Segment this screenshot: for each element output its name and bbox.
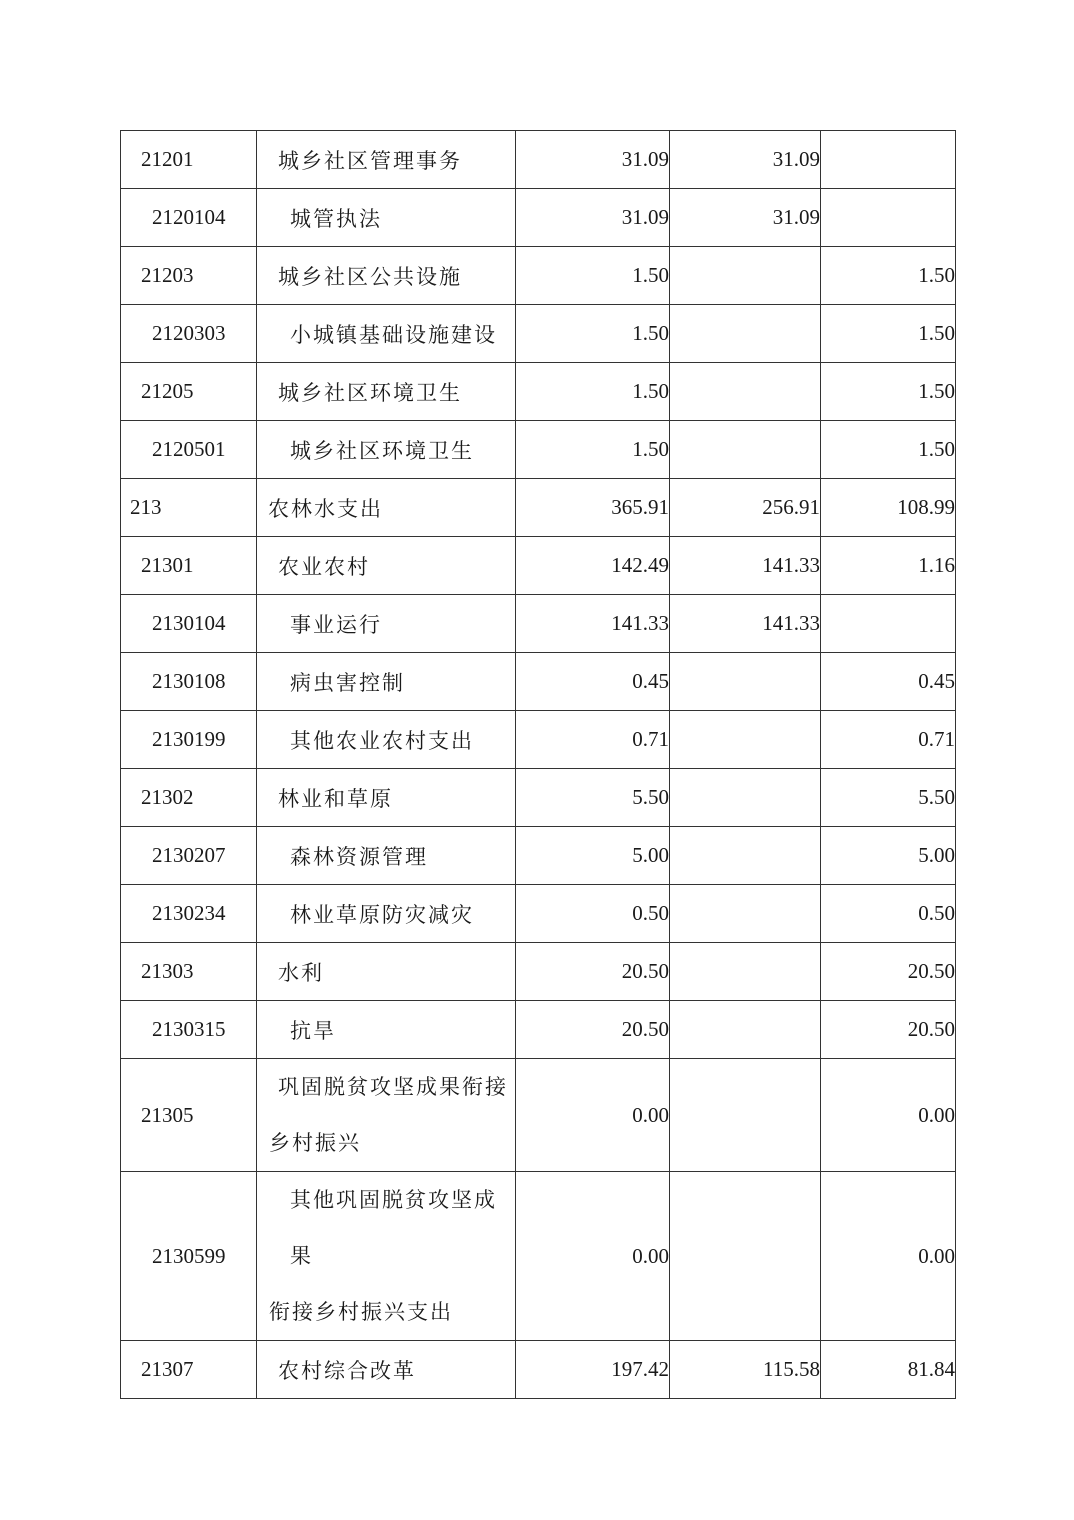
subject-name: 城乡社区环境卫生 — [257, 421, 516, 479]
budget-table — [120, 130, 956, 1399]
subject-name: 林业和草原 — [257, 769, 516, 827]
basic-amount — [670, 421, 821, 479]
subject-name: 水利 — [257, 943, 516, 1001]
project-amount: 108.99 — [821, 479, 956, 537]
subject-code: 2120501 — [121, 421, 257, 479]
total-amount: 31.09 — [516, 189, 670, 247]
subject-code: 21203 — [121, 247, 257, 305]
subject-name-line1: 其他巩固脱贫攻坚成果 — [290, 1188, 497, 1268]
basic-amount: 256.91 — [670, 479, 821, 537]
table-row — [121, 711, 956, 769]
total-amount: 0.71 — [516, 711, 670, 769]
table-row — [121, 769, 956, 827]
total-amount: 1.50 — [516, 421, 670, 479]
subject-name: 农林水支出 — [257, 479, 516, 537]
subject-name: 森林资源管理 — [257, 827, 516, 885]
table-row — [121, 363, 956, 421]
total-amount: 1.50 — [516, 363, 670, 421]
total-amount: 20.50 — [516, 1001, 670, 1059]
total-amount: 31.09 — [516, 131, 670, 189]
subject-code: 21201 — [121, 131, 257, 189]
subject-name: 林业草原防灾减灾 — [257, 885, 516, 943]
table-row — [121, 1001, 956, 1059]
table-row — [121, 305, 956, 363]
basic-amount — [670, 827, 821, 885]
subject-name: 农村综合改革 — [257, 1341, 516, 1399]
subject-name: 其他农业农村支出 — [257, 711, 516, 769]
total-amount: 0.00 — [516, 1172, 670, 1341]
total-amount: 5.00 — [516, 827, 670, 885]
project-amount: 1.50 — [821, 421, 956, 479]
project-amount: 1.16 — [821, 537, 956, 595]
subject-name: 事业运行 — [257, 595, 516, 653]
subject-name: 城乡社区环境卫生 — [257, 363, 516, 421]
total-amount: 365.91 — [516, 479, 670, 537]
subject-code: 2120104 — [121, 189, 257, 247]
table-row — [121, 595, 956, 653]
subject-code: 2130199 — [121, 711, 257, 769]
total-amount: 20.50 — [516, 943, 670, 1001]
basic-amount — [670, 653, 821, 711]
table-row — [121, 827, 956, 885]
basic-amount — [670, 885, 821, 943]
subject-code: 21205 — [121, 363, 257, 421]
subject-name-line1: 巩固脱贫攻坚成果衔接 — [278, 1075, 508, 1099]
basic-amount — [670, 711, 821, 769]
basic-amount: 31.09 — [670, 189, 821, 247]
subject-name-line2: 乡村振兴 — [269, 1131, 361, 1155]
basic-amount — [670, 1001, 821, 1059]
project-amount: 20.50 — [821, 943, 956, 1001]
subject-code: 2130315 — [121, 1001, 257, 1059]
project-amount: 5.00 — [821, 827, 956, 885]
project-amount: 0.50 — [821, 885, 956, 943]
basic-amount: 141.33 — [670, 595, 821, 653]
project-amount: 0.00 — [821, 1059, 956, 1172]
table-row — [121, 247, 956, 305]
project-amount: 1.50 — [821, 363, 956, 421]
project-amount: 20.50 — [821, 1001, 956, 1059]
subject-code: 21302 — [121, 769, 257, 827]
subject-code: 2130234 — [121, 885, 257, 943]
basic-amount — [670, 363, 821, 421]
table-row — [121, 1172, 956, 1341]
total-amount: 142.49 — [516, 537, 670, 595]
subject-name: 农业农村 — [257, 537, 516, 595]
subject-name: 城乡社区管理事务 — [257, 131, 516, 189]
subject-code: 2130599 — [121, 1172, 257, 1341]
subject-name: 城乡社区公共设施 — [257, 247, 516, 305]
project-amount: 81.84 — [821, 1341, 956, 1399]
total-amount: 0.45 — [516, 653, 670, 711]
table-row — [121, 1059, 956, 1172]
subject-code: 2130104 — [121, 595, 257, 653]
subject-code: 2130207 — [121, 827, 257, 885]
project-amount — [821, 131, 956, 189]
table-row — [121, 885, 956, 943]
subject-name: 病虫害控制 — [257, 653, 516, 711]
table-row — [121, 653, 956, 711]
basic-amount — [670, 1059, 821, 1172]
project-amount: 5.50 — [821, 769, 956, 827]
table-row — [121, 1341, 956, 1399]
total-amount: 0.00 — [516, 1059, 670, 1172]
basic-amount — [670, 769, 821, 827]
subject-name: 城管执法 — [257, 189, 516, 247]
basic-amount — [670, 247, 821, 305]
subject-name: 小城镇基础设施建设 — [257, 305, 516, 363]
subject-name — [257, 1172, 516, 1341]
subject-code: 21305 — [121, 1059, 257, 1172]
total-amount: 1.50 — [516, 247, 670, 305]
subject-code: 21307 — [121, 1341, 257, 1399]
table-row — [121, 943, 956, 1001]
subject-code: 21303 — [121, 943, 257, 1001]
subject-code: 213 — [121, 479, 257, 537]
project-amount: 0.71 — [821, 711, 956, 769]
basic-amount: 115.58 — [670, 1341, 821, 1399]
basic-amount: 31.09 — [670, 131, 821, 189]
basic-amount — [670, 1172, 821, 1341]
basic-amount: 141.33 — [670, 537, 821, 595]
project-amount: 1.50 — [821, 305, 956, 363]
basic-amount — [670, 305, 821, 363]
subject-code: 2130108 — [121, 653, 257, 711]
subject-code: 21301 — [121, 537, 257, 595]
total-amount: 0.50 — [516, 885, 670, 943]
project-amount: 0.45 — [821, 653, 956, 711]
table-row — [121, 479, 956, 537]
total-amount: 197.42 — [516, 1341, 670, 1399]
table-row — [121, 189, 956, 247]
project-amount: 1.50 — [821, 247, 956, 305]
total-amount: 141.33 — [516, 595, 670, 653]
subject-name-line2: 衔接乡村振兴支出 — [269, 1300, 453, 1324]
total-amount: 5.50 — [516, 769, 670, 827]
project-amount: 0.00 — [821, 1172, 956, 1341]
subject-code: 2120303 — [121, 305, 257, 363]
table-row — [121, 131, 956, 189]
basic-amount — [670, 943, 821, 1001]
subject-name — [257, 1059, 516, 1172]
subject-name: 抗旱 — [257, 1001, 516, 1059]
total-amount: 1.50 — [516, 305, 670, 363]
table-row — [121, 537, 956, 595]
table-row — [121, 421, 956, 479]
project-amount — [821, 595, 956, 653]
project-amount — [821, 189, 956, 247]
